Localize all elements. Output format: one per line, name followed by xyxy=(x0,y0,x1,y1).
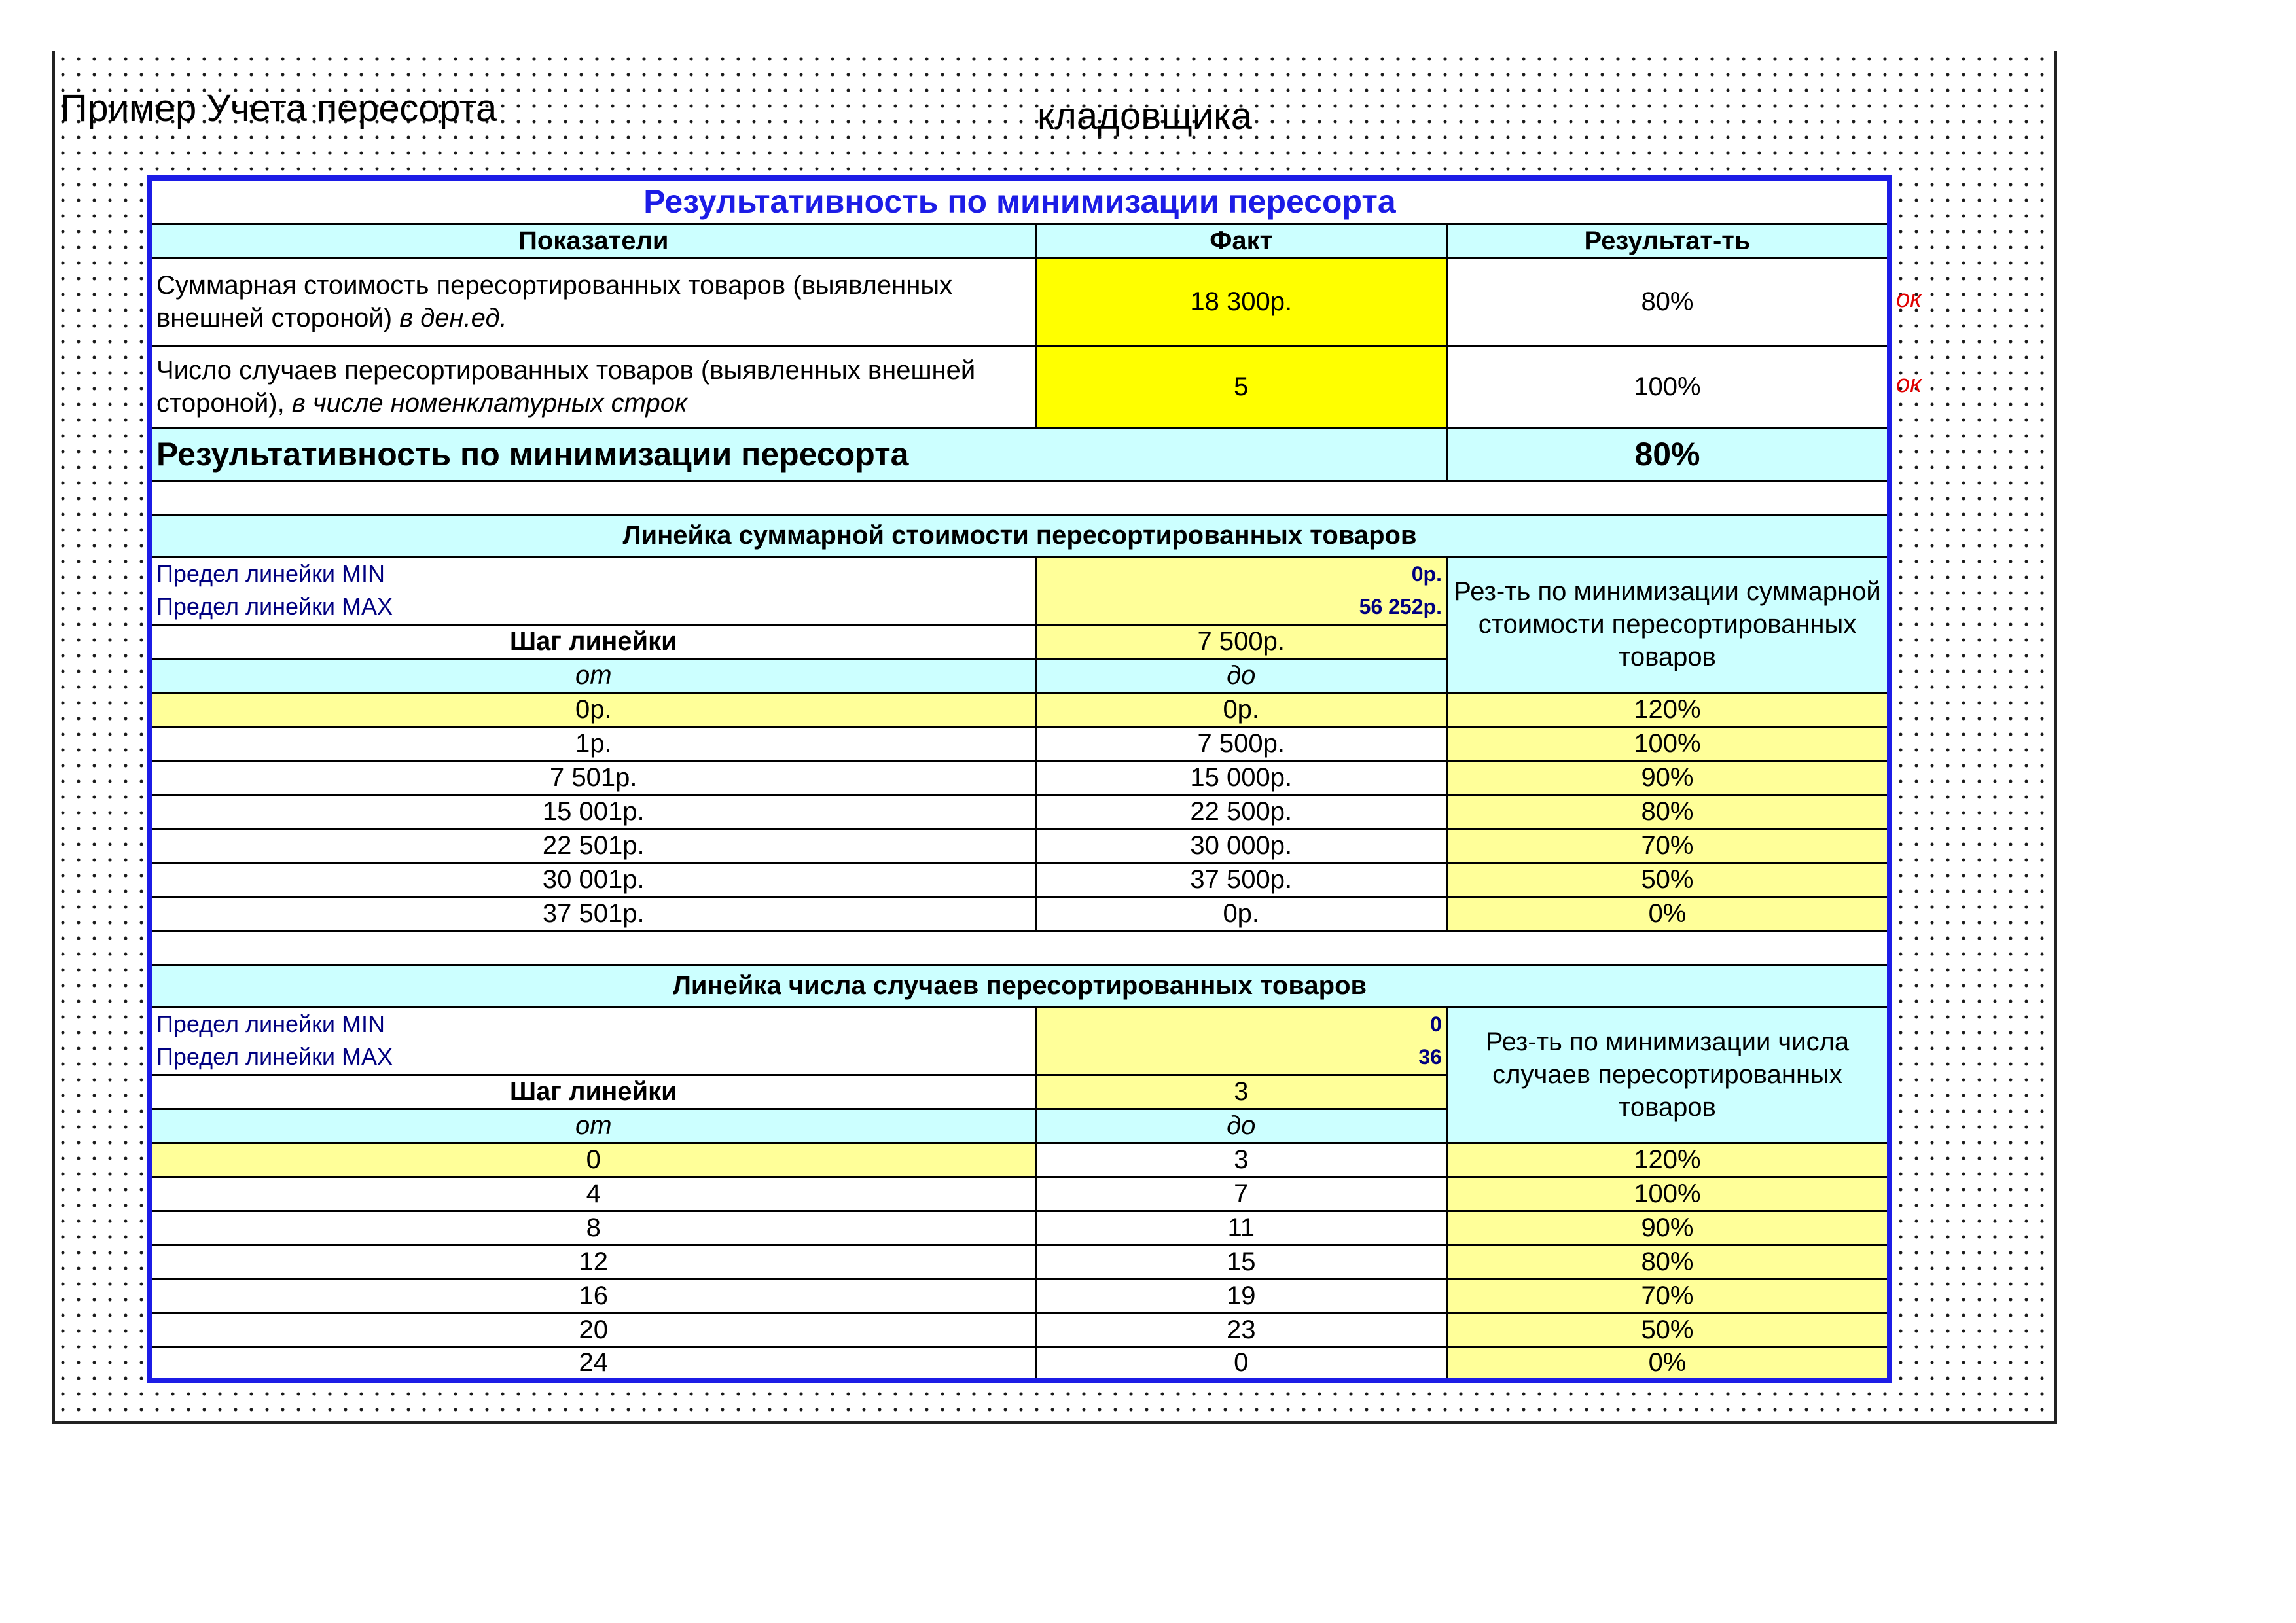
cost-step-label: Шаг линейки xyxy=(150,624,1035,658)
cost-result: 70% xyxy=(1446,829,1890,863)
count-from: 16 xyxy=(150,1279,1035,1313)
count-to: 0 xyxy=(1035,1347,1446,1381)
count-limits-values xyxy=(1035,1007,1446,1075)
cost-max-label: Предел линейки MAX xyxy=(156,593,393,620)
cost-to-label: до xyxy=(1035,658,1446,692)
count-to: 23 xyxy=(1035,1313,1446,1347)
cost-result: 50% xyxy=(1446,863,1890,897)
cost-result: 100% xyxy=(1446,726,1890,760)
table-row xyxy=(150,1279,1890,1313)
cost-step-value[interactable]: 7 500р. xyxy=(1035,624,1446,658)
cost-to: 30 000р. xyxy=(1035,829,1446,863)
table-row xyxy=(150,760,1890,794)
count-result: 100% xyxy=(1446,1177,1890,1211)
total-label: Результативность по минимизации пересорта xyxy=(150,428,1446,480)
cost-limits-labels xyxy=(150,556,1035,624)
cost-to: 22 500р. xyxy=(1035,794,1446,829)
cost-max-value: 56 252р. xyxy=(1359,595,1442,618)
count-result-header: Рез-ть по минимизации числа случаев пересортированных товаров xyxy=(1446,1007,1890,1143)
count-result: 120% xyxy=(1446,1143,1890,1177)
fact-cost[interactable]: 18 300р. xyxy=(1035,258,1446,346)
cost-result: 120% xyxy=(1446,692,1890,726)
count-from: 12 xyxy=(150,1245,1035,1279)
count-to: 15 xyxy=(1035,1245,1446,1279)
count-from: 24 xyxy=(150,1347,1035,1381)
total-value: 80% xyxy=(1446,428,1890,480)
count-step-label: Шаг линейки xyxy=(150,1075,1035,1109)
count-from: 20 xyxy=(150,1313,1035,1347)
cost-result: 80% xyxy=(1446,794,1890,829)
cost-from: 7 501р. xyxy=(150,760,1035,794)
table-row xyxy=(150,1313,1890,1347)
table-row xyxy=(150,692,1890,726)
count-max-label: Предел линейки MAX xyxy=(156,1043,393,1070)
header-result: Результат-ть xyxy=(1446,224,1890,258)
cost-result-header: Рез-ть по минимизации суммарной стоимости пересортированных товаров xyxy=(1446,556,1890,692)
table-row xyxy=(150,726,1890,760)
results-title: Результативность по минимизации пересорта xyxy=(150,178,1890,224)
cost-from: 37 501р. xyxy=(150,897,1035,931)
table-row xyxy=(150,794,1890,829)
count-min-value: 0 xyxy=(1430,1012,1442,1036)
count-max-value: 36 xyxy=(1418,1045,1442,1069)
count-from-label: от xyxy=(150,1109,1035,1143)
count-from: 0 xyxy=(150,1143,1035,1177)
cost-to: 0р. xyxy=(1035,692,1446,726)
cost-to: 37 500р. xyxy=(1035,863,1446,897)
table-row xyxy=(150,863,1890,897)
spacer-row xyxy=(150,480,1890,514)
count-scale-title: Линейка числа случаев пересортированных товаров xyxy=(150,965,1890,1007)
count-result: 0% xyxy=(1446,1347,1890,1381)
indicator-count: Число случаев пересортированных товаров (выявленных внешней стороной), в числе номенклатурных строк xyxy=(150,346,1035,428)
page-title: Пример Учета пересорта xyxy=(60,87,497,130)
table-row xyxy=(150,1211,1890,1245)
count-to: 11 xyxy=(1035,1211,1446,1245)
results-table xyxy=(147,175,1892,1383)
table-row xyxy=(150,1245,1890,1279)
cost-limits-values xyxy=(1035,556,1446,624)
cost-from: 30 001р. xyxy=(150,863,1035,897)
cost-result: 0% xyxy=(1446,897,1890,931)
count-to: 3 xyxy=(1035,1143,1446,1177)
cost-min-label: Предел линейки MIN xyxy=(156,560,385,587)
count-to-label: до xyxy=(1035,1109,1446,1143)
spacer-row xyxy=(150,931,1890,965)
cost-to: 7 500р. xyxy=(1035,726,1446,760)
role-title: кладовщика xyxy=(1037,95,1253,137)
cost-from: 0р. xyxy=(150,692,1035,726)
ok-mark-2: ок xyxy=(1896,370,1922,398)
cost-from: 1р. xyxy=(150,726,1035,760)
fact-count[interactable]: 5 xyxy=(1035,346,1446,428)
table-row xyxy=(150,1143,1890,1177)
cost-from-label: от xyxy=(150,658,1035,692)
table-row xyxy=(150,897,1890,931)
table-row xyxy=(150,1177,1890,1211)
ok-mark-1: ок xyxy=(1896,285,1922,313)
cost-result: 90% xyxy=(1446,760,1890,794)
count-limits-labels xyxy=(150,1007,1035,1075)
cost-from: 22 501р. xyxy=(150,829,1035,863)
indicator-cost: Суммарная стоимость пересортированных товаров (выявленных внешней стороной) в ден.ед. xyxy=(150,258,1035,346)
count-result: 80% xyxy=(1446,1245,1890,1279)
count-result: 50% xyxy=(1446,1313,1890,1347)
table-row xyxy=(150,1347,1890,1381)
count-result: 90% xyxy=(1446,1211,1890,1245)
count-to: 19 xyxy=(1035,1279,1446,1313)
cost-min-value: 0р. xyxy=(1411,562,1442,586)
count-step-value[interactable]: 3 xyxy=(1035,1075,1446,1109)
count-to: 7 xyxy=(1035,1177,1446,1211)
count-result: 70% xyxy=(1446,1279,1890,1313)
cost-from: 15 001р. xyxy=(150,794,1035,829)
cost-to: 15 000р. xyxy=(1035,760,1446,794)
count-from: 8 xyxy=(150,1211,1035,1245)
result-cost: 80% xyxy=(1446,258,1890,346)
header-fact: Факт xyxy=(1035,224,1446,258)
result-count: 100% xyxy=(1446,346,1890,428)
cost-to: 0р. xyxy=(1035,897,1446,931)
cost-scale-title: Линейка суммарной стоимости пересортированных товаров xyxy=(150,514,1890,556)
table-row xyxy=(150,829,1890,863)
count-from: 4 xyxy=(150,1177,1035,1211)
count-min-label: Предел линейки MIN xyxy=(156,1010,385,1037)
header-indicators: Показатели xyxy=(150,224,1035,258)
